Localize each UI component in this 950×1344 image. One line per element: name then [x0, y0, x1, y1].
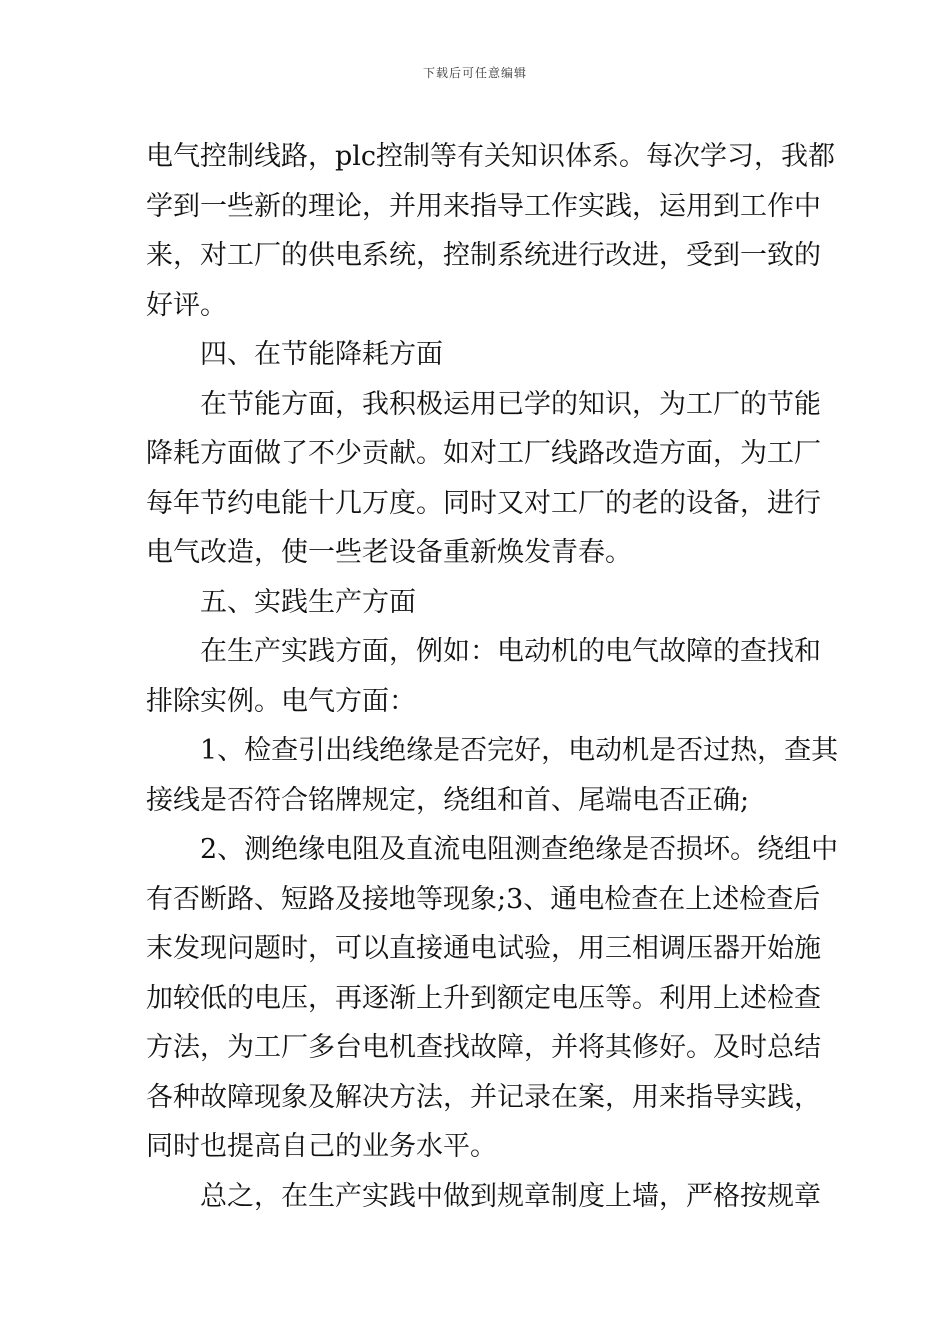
text-line: 同时也提高自己的业务水平。 — [146, 1131, 497, 1162]
text-line: 好评。 — [146, 289, 227, 321]
text-line: 来，对工厂的供电系统，控制系统进行改进，受到一致的 — [146, 240, 821, 271]
text-line: 在节能方面，我积极运用已学的知识，为工厂的节能 — [200, 388, 821, 420]
text-line: 各种故障现象及解决方法，并记录在案，用来指导实践， — [146, 1081, 821, 1113]
text-line: 在生产实践方面，例如：电动机的电气故障的查找和 — [200, 636, 821, 667]
text-line: 方法，为工厂多台电机查找故障，并将其修好。及时总结 — [146, 1032, 821, 1063]
text-line: 加较低的电压，再逐渐上升到额定电压等。利用上述检查 — [146, 982, 821, 1014]
text-line: 五、实践生产方面 — [200, 586, 416, 618]
text-line: 四、在节能降耗方面 — [200, 339, 443, 370]
text-line: 2、测绝缘电阻及直流电阻测查绝缘是否损坏。绕组中 — [200, 834, 839, 865]
text-line: 排除实例。电气方面： — [146, 685, 416, 717]
text-line: 每年节约电能十几万度。同时又对工厂的老的设备，进行 — [146, 487, 821, 519]
text-line: 总之，在生产实践中做到规章制度上墙，严格按规章 — [200, 1180, 821, 1212]
text-line: 学到一些新的理论，并用来指导工作实践，运用到工作中 — [146, 190, 821, 222]
text-line: 降耗方面做了不少贡献。如对工厂线路改造方面，为工厂 — [146, 438, 821, 469]
text-line: 接线是否符合铭牌规定，绕组和首、尾端电否正确; — [146, 784, 750, 816]
text-line: 末发现问题时，可以直接通电试验，用三相调压器开始施 — [146, 933, 821, 964]
text-line: 1、检查引出线绝缘是否完好，电动机是否过热，查其 — [200, 735, 839, 766]
document-body — [146, 132, 839, 1221]
text-line: 有否断路、短路及接地等现象;3、通电检查在上述检查后 — [146, 883, 821, 915]
text-line: 电气控制线路，plc控制等有关知识体系。每次学习，我都 — [146, 141, 836, 172]
text-line: 电气改造，使一些老设备重新焕发青春。 — [146, 537, 632, 568]
page-header-note: 下载后可任意编辑 — [422, 66, 527, 80]
